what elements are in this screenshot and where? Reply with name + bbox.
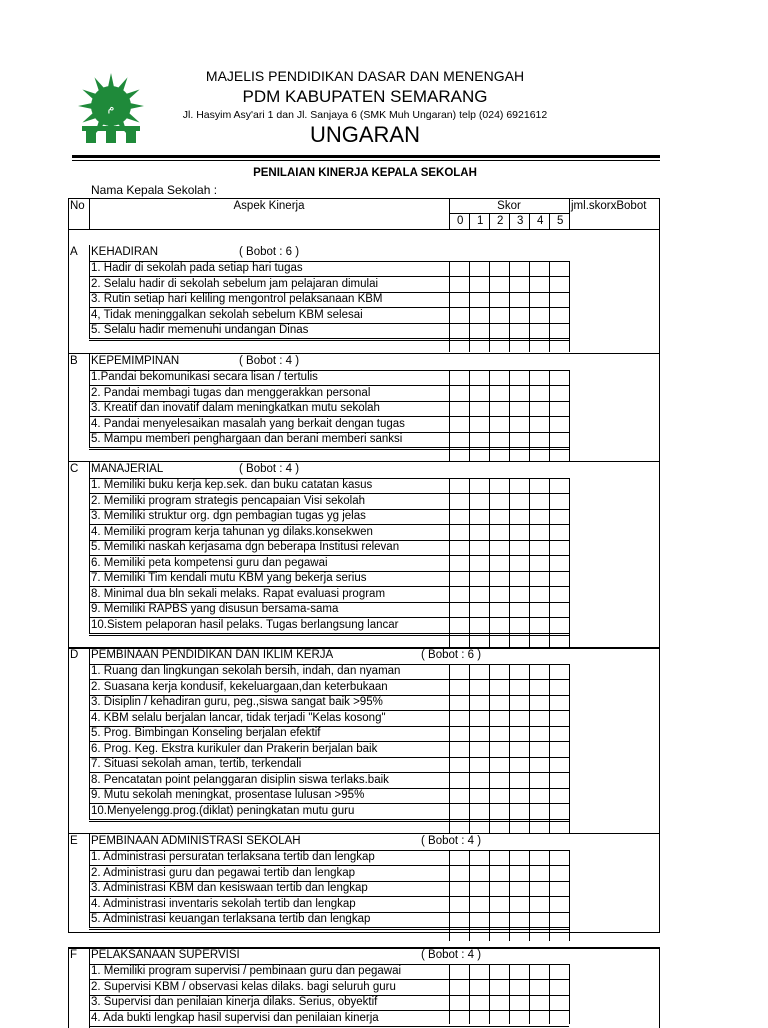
item-text: 1. Memiliki buku kerja kep.sek. dan buku catatan kasus <box>91 479 373 491</box>
vline-aspek <box>89 354 90 447</box>
vline-score-cell <box>489 964 490 1025</box>
vline-score-cell <box>569 478 570 647</box>
vline-score-cell <box>509 261 510 353</box>
vline-score-end <box>569 198 570 229</box>
item-text: 9. Mutu sekolah meningkat, prosentase lulusan >95% <box>91 789 365 801</box>
vline-aspek <box>89 648 90 819</box>
row-line-double <box>89 821 569 822</box>
vline-score-cell <box>549 664 550 833</box>
vline-aspek-f <box>89 948 90 1028</box>
vline-score <box>509 213 510 229</box>
vline-score-cell <box>509 850 510 942</box>
name-label: Nama Kepala Sekolah : <box>91 183 218 197</box>
vline-score-cell <box>549 850 550 942</box>
vline-score-cell <box>569 261 570 353</box>
vline-score-cell <box>489 370 490 462</box>
vline-score-cell <box>449 664 450 833</box>
vline-right-f <box>659 948 660 1028</box>
item-text: 2. Selalu hadir di sekolah sebelum jam pelajaran dimulai <box>91 277 379 290</box>
item-text: 8. Pencatatan point pelanggaran disiplin siswa terlaks.baik <box>91 773 389 786</box>
vline-score-cell <box>469 370 470 462</box>
item-text: 5. Administrasi keuangan terlaksana tertib dan lengkap <box>91 913 371 925</box>
vline-aspek <box>89 834 90 927</box>
section-weight: ( Bobot : 4 ) <box>239 355 300 367</box>
item-text: 6. Prog. Keg. Ekstra kurikuler dan Prakerin berjalan baik <box>91 742 378 755</box>
table-header-bottom <box>68 229 660 230</box>
vline-score-cell <box>469 964 470 1025</box>
item-text: 3. Administrasi KBM dan kesiswaan tertib dan lengkap <box>91 882 368 894</box>
item-text: 8. Minimal dua bln sekali melaks. Rapat evaluasi program <box>91 587 386 600</box>
row-line <box>89 819 569 820</box>
section-weight: ( Bobot : 4 ) <box>421 835 482 847</box>
table-border-bottom-e <box>68 932 660 933</box>
vline-score-cell <box>449 261 450 353</box>
form-title: PENILAIAN KINERJA KEPALA SEKOLAH <box>253 167 477 179</box>
item-text: 2. Supervisi KBM / observasi kelas dilaks. bagi seluruh guru <box>91 980 396 993</box>
vline-score <box>549 213 550 229</box>
row-line-double <box>89 340 569 341</box>
item-text: 7. Situasi sekolah aman, tertib, terkendali <box>91 758 302 770</box>
vline-score-cell <box>569 850 570 942</box>
section-weight: ( Bobot : 4 ) <box>421 949 482 961</box>
item-text: 5. Mampu memberi penghargaan dan berani memberi sanksi <box>91 433 403 445</box>
vline-score-cell <box>529 370 530 462</box>
vline-score-cell <box>509 664 510 833</box>
svg-text:م: م <box>107 101 115 114</box>
vline-score-cell <box>529 964 530 1025</box>
vline-score-cell <box>469 850 470 942</box>
vline-left-f <box>68 948 69 1028</box>
vline-score-cell <box>449 370 450 462</box>
vline-score-cell <box>509 964 510 1025</box>
section-code: E <box>70 835 78 847</box>
section-code: D <box>70 649 79 661</box>
item-text: 1. Ruang dan lingkungan sekolah bersih, indah, dan nyaman <box>91 665 401 677</box>
vline-aspek-header <box>89 198 90 229</box>
row-line <box>89 338 569 339</box>
item-text: 4. Memiliki program kerja tahunan yg dilaks.konsekwen <box>91 525 373 538</box>
item-text: 4. KBM selalu berjalan lancar, tidak terjadi "Kelas kosong" <box>91 711 386 724</box>
vline-score <box>489 213 490 229</box>
item-text: 4. Pandai menyelesaikan masalah yang berkait dengan tugas <box>91 417 405 430</box>
item-text: 1. Hadir di sekolah pada setiap hari tugas <box>91 262 303 274</box>
score-col-0: 0 <box>457 215 464 227</box>
item-text: 1. Administrasi persuratan terlaksana tertib dan lengkap <box>91 851 375 863</box>
vline-score-cell <box>549 261 550 353</box>
section-code: F <box>70 949 78 961</box>
section-title: MANAJERIAL <box>91 463 164 475</box>
section-title: KEPEMIMPINAN <box>91 355 180 367</box>
vline-score-cell <box>469 261 470 353</box>
section-weight: ( Bobot : 4 ) <box>239 463 300 475</box>
vline-score-cell <box>549 370 550 462</box>
section-code: C <box>70 463 79 475</box>
vline-score-cell <box>489 664 490 833</box>
item-text: 2. Memiliki program strategis pencapaian Visi sekolah <box>91 494 366 507</box>
vline-aspek <box>89 462 90 633</box>
vline-right <box>659 198 660 932</box>
vline-score-start <box>449 198 450 229</box>
score-col-3: 3 <box>517 215 524 227</box>
vline-score-cell <box>529 850 530 942</box>
vline-aspek <box>89 245 90 338</box>
vline-score-cell <box>529 261 530 353</box>
vline-score-cell <box>549 478 550 647</box>
item-text: 3. Rutin setiap hari keliling mengontrol pelaksanaan KBM <box>91 293 383 305</box>
item-text: 4. Ada bukti lengkap hasil supervisi dan penilaian kinerja <box>91 1011 379 1024</box>
section-title: PELAKSANAAN SUPERVISI <box>91 949 240 961</box>
item-text: 2. Pandai membagi tugas dan menggerakkan personal <box>91 386 371 399</box>
item-text: 4. Administrasi inventaris sekolah tertib dan lengkap <box>91 897 356 910</box>
item-text: 6. Memiliki peta kompetensi guru dan pegawai <box>91 556 328 569</box>
section-title: PEMBINAAN ADMINISTRASI SEKOLAH <box>91 835 301 847</box>
vline-score-cell <box>489 261 490 353</box>
vline-score-cell <box>469 664 470 833</box>
vline-score-cell <box>489 478 490 647</box>
header-total: jml.skorxBobot <box>571 200 647 212</box>
vline-score <box>529 213 530 229</box>
vline-score-cell <box>489 850 490 942</box>
header-skor: Skor <box>497 200 521 212</box>
item-text: 3. Disiplin / kehadiran guru, peg.,siswa sangat baik >95% <box>91 696 383 708</box>
item-text: 1. Memiliki program supervisi / pembinaan guru dan pegawai <box>91 965 402 977</box>
score-col-5: 5 <box>557 215 564 227</box>
item-text: 7. Memiliki Tim kendali mutu KBM yang bekerja serius <box>91 572 367 584</box>
score-col-2: 2 <box>497 215 504 227</box>
vline-score-cell <box>469 478 470 647</box>
section-title: PEMBINAAN PENDIDIKAN DAN IKLIM KERJA <box>91 649 334 661</box>
row-line-double <box>89 929 569 930</box>
section-weight: ( Bobot : 6 ) <box>421 649 482 661</box>
row-line <box>89 927 569 928</box>
row-line <box>89 447 569 448</box>
vline-score-cell <box>449 964 450 1025</box>
row-line-double <box>89 635 569 636</box>
header-pdm: PDM KABUPATEN SEMARANG <box>242 87 488 106</box>
header-no: No <box>70 200 85 212</box>
vline-score-cell <box>529 478 530 647</box>
item-text: 3. Memiliki struktur org. dgn pembagian tugas yg jelas <box>91 510 366 522</box>
item-text: 10.Sistem pelaporan hasil pelaks. Tugas berlangsung lancar <box>91 618 399 631</box>
vline-left <box>68 198 69 932</box>
item-text: 3. Kreatif dan inovatif dalam meningkatkan mutu sekolah <box>91 402 380 414</box>
header-organization: MAJELIS PENDIDIKAN DASAR DAN MENENGAH <box>205 68 525 84</box>
vline-score-cell <box>569 370 570 462</box>
item-text: 3. Supervisi dan penilaian kinerja dilaks. Serius, obyektif <box>91 996 378 1008</box>
section-weight: ( Bobot : 6 ) <box>239 246 300 258</box>
score-col-1: 1 <box>477 215 484 227</box>
row-line-double <box>89 449 569 450</box>
vline-score-cell <box>509 478 510 647</box>
item-text: 5. Memiliki naskah kerjasama dgn beberapa Institusi relevan <box>91 541 400 553</box>
vline-score-cell <box>449 478 450 647</box>
section-title: KEHADIRAN <box>91 246 159 258</box>
item-text: 4, Tidak meninggalkan sekolah sebelum KBM selesai <box>91 308 363 321</box>
row-line <box>89 1026 569 1027</box>
vline-score-cell <box>529 664 530 833</box>
vline-score-cell <box>509 370 510 462</box>
score-col-4: 4 <box>537 215 544 227</box>
row-line <box>89 633 569 634</box>
vline-score-cell <box>569 664 570 833</box>
item-text: 5. Selalu hadir memenuhi undangan Dinas <box>91 324 309 336</box>
item-text: 10.Menyelengg.prog.(diklat) peningkatan mutu guru <box>91 804 355 817</box>
header-city: UNGARAN <box>309 122 420 147</box>
header-aspek: Aspek Kinerja <box>233 200 305 212</box>
vline-score-cell <box>449 850 450 942</box>
header-address: Jl. Hasyim Asy'ari 1 dan Jl. Sanjaya 6 (SMK Muh Ungaran) telp (024) 6921612 <box>182 109 548 121</box>
item-text: 2. Administrasi guru dan pegawai tertib dan lengkap <box>91 866 356 879</box>
item-text: 9. Memiliki RAPBS yang disusun bersama-sama <box>91 603 339 615</box>
vline-score-cell <box>549 964 550 1025</box>
item-text: 5. Prog. Bimbingan Konseling berjalan efektif <box>91 727 321 739</box>
item-text: 2. Suasana kerja kondusif, kekeluargaan,dan keterbukaan <box>91 680 388 693</box>
vline-score <box>469 213 470 229</box>
item-text: 1.Pandai bekomunikasi secara lisan / tertulis <box>91 371 318 383</box>
vline-score-cell <box>569 964 570 1025</box>
section-code: B <box>70 355 78 367</box>
section-code: A <box>70 246 78 258</box>
